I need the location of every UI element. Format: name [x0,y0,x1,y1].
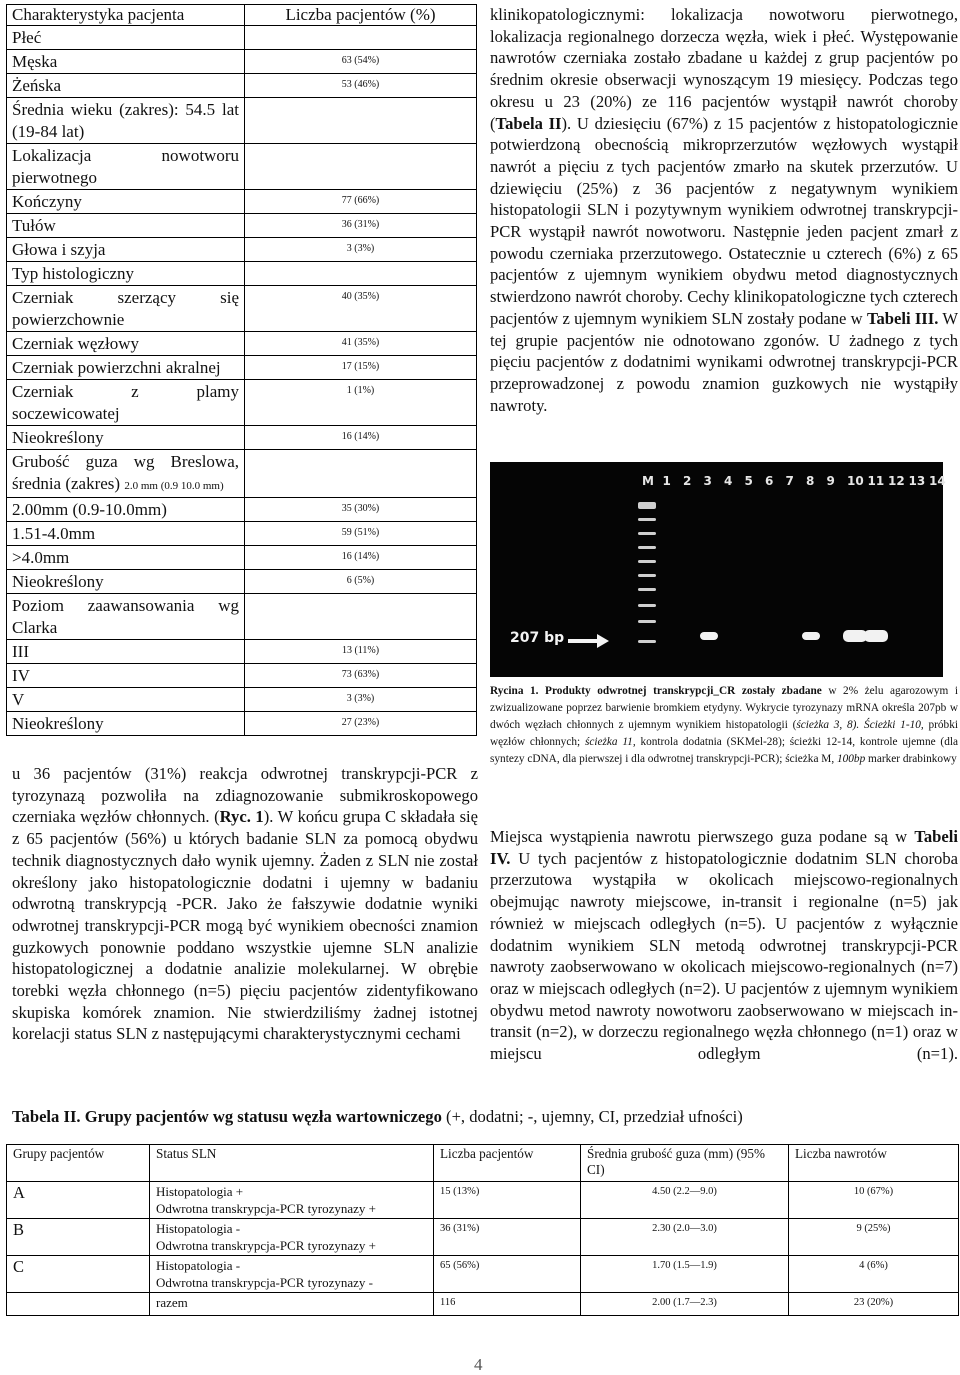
row-value: 59 (51%) [245,522,477,546]
table-header-row [7,5,477,26]
table-row [7,144,477,190]
row-value: 53 (46%) [245,74,477,98]
lane-label: 4 [724,474,733,488]
thickness-cell: 1.70 (1.5—1.9) [581,1256,789,1293]
thickness-cell: 2.30 (2.0—3.0) [581,1219,789,1256]
table-row [7,50,477,74]
thickness-cell: 4.50 (2.2—9.0) [581,1182,789,1219]
status-line: Histopatologia - [156,1221,241,1236]
row-label: Płeć [7,26,245,50]
text-segment: W tej grupie pacjentów nie odnotowano zgonów. U żadnego z tych pięciu pacjentów z dodatnimi wynikami odwrotnej transkrypcji-PCR przeprowadzonej z powodu znamion guzkowych nie wystąpiły nawroty. [490,308,958,415]
table-row [7,712,477,736]
row-value: 41 (35%) [245,332,477,356]
lane-label: 9 [826,474,835,488]
row-label: Nieokreślony [7,426,245,450]
row-label-small: 2.0 mm (0.9 10.0 mm) [124,480,224,492]
group-cell: A [7,1182,150,1219]
thickness-cell: 2.00 (1.7—2.3) [581,1293,789,1316]
row-value: 1 (1%) [245,380,477,426]
row-label: IV [7,664,245,688]
row-label-text: Grubość guza wg Breslowa, średnia (zakres) [12,452,239,493]
caption-text: kontrola dodatnia (SKMel-28); ścieżki 12-14, kontrole ujemne (dla syntezy cDNA, dla pierwszej i dla odwrotnej transkrypcji-PCR); ścieżka M, [490,736,958,765]
lane-label: 8 [806,474,815,488]
ladder-band [638,518,656,521]
lane-label: 7 [785,474,794,488]
page-number: 4 [474,1355,483,1374]
lane-label: 1 [662,474,671,488]
caption-label: Rycina 1. [490,685,539,697]
table-row [7,594,477,640]
text-segment: ). U dziesięciu (67%) z 15 pacjentów z histopatologicznie potwierdzoną obecnością mikroprzerzutów węzłowych wystąpił nawrót a pięciu z tych pacjentów zmarło na skutek przerzutów. U dziewięciu (25%) z 36 pacjentów z negatywnym wynikiem histopatologii SLN i pozytywnym wynikiem odwrotnej transkrypcji-PCR wystąpił nawrót nowotworu. Następnie jeden pacjent zmarł z powodu czerniaka przerzutowego. Ostatecznie u czterech (6%) z 65 pacjentów z ujemnym wynikiem obydwu metod diagnostycznych stwierdzono nawrót choroby. Cechy klinikopatologiczne tych czterech pacjentów z ujemnym wynikiem SLN zostały podane w [490,113,959,328]
patients-cell: 65 (56%) [434,1256,581,1293]
row-value: 73 (63%) [245,664,477,688]
patient-characteristics-table [6,4,477,736]
row-label: Nieokreślony [7,712,245,736]
header-patient-count: Liczba pacjentów [434,1145,581,1182]
table-row [7,286,477,332]
caption-title: Produkty odwrotnej transkrypcji_CR zostały zbadane [538,685,822,697]
lane-label: 10 [847,474,864,488]
caption-text: marker drabinkowy [865,753,957,765]
recurrences-cell: 23 (20%) [789,1293,959,1316]
body-paragraph-left [12,763,478,1045]
row-label: Czerniak węzłowy [7,332,245,356]
band-size-label: 207 bp [510,630,565,646]
row-value: 3 (3%) [245,238,477,262]
table2-title-bold: Tabela II. Grupy pacjentów wg statusu węzła wartowniczego [12,1107,442,1126]
row-value [245,262,477,286]
row-value [245,450,477,498]
status-line: Histopatologia + [156,1184,244,1199]
ladder-band [638,588,656,591]
status-cell [150,1256,434,1293]
table-row [7,262,477,286]
ladder-band [638,560,656,563]
table-row [7,1219,959,1256]
row-label: Poziom zaawansowania wg Clarka [7,594,245,640]
table-row [7,426,477,450]
row-value: 13 (11%) [245,640,477,664]
row-label: >4.0mm [7,546,245,570]
table-row [7,26,477,50]
row-label: Żeńska [7,74,245,98]
lane-label: 6 [765,474,774,488]
band-207bp [700,632,718,640]
row-value [245,144,477,190]
caption-italic: 100bp [836,753,866,765]
table-row [7,546,477,570]
caption-italic: ścieżka 3, 8). [796,719,860,731]
status-line: Odwrotna transkrypcja-PCR tyrozynazy + [156,1238,376,1253]
header-mean-thickness: Średnia grubość guza (mm) (95% CI) [581,1145,789,1182]
row-value: 63 (54%) [245,50,477,74]
lane-label: 3 [703,474,712,488]
row-value [245,98,477,144]
caption-text: w 2% żelu agarozowym i zwizualizowane poprzez barwienie bromkiem etydyny. Wykrycie tyrozynazy mRNA określa 207pb w dwóch węzłach chłonnych z ujemnym wynikiem histopatologii ( [490,685,959,731]
row-value: 77 (66%) [245,190,477,214]
row-label: Czerniak powierzchni akralnej [7,356,245,380]
ladder-band [638,604,656,607]
row-label: Lokalizacja nowotworu pierwotnego [7,144,245,190]
caption-text: próbki węzłów chłonnych; [490,719,958,748]
lane-label: 13 [908,474,926,488]
row-value: 3 (3%) [245,688,477,712]
band-207bp [864,630,888,642]
table-reference: Tabela II [495,113,562,133]
table-row [7,238,477,262]
table-reference: Tabeli III. [866,308,939,328]
table-row [7,332,477,356]
row-value: 40 (35%) [245,286,477,332]
table-row [7,356,477,380]
row-label: Kończyny [7,190,245,214]
status-cell [150,1219,434,1256]
arrow-icon [568,639,600,643]
table-row [7,1256,959,1293]
text-segment: u 36 pacjentów (31%) reakcja odwrotnej transkrypcji-PCR z tyrozynazą pozwoliła na zdiagnozowanie submikroskopowego czerniaka węzłów chłonnych. ( [12,764,478,827]
row-value: 16 (14%) [245,426,477,450]
lane-label: 5 [744,474,753,488]
figure-reference: Ryc. 1 [219,807,264,827]
row-label: Czerniak z plamy soczewicowatej [7,380,245,426]
ladder-band [638,546,656,549]
ladder-band [638,574,656,577]
lane-label: M [642,474,654,488]
row-label: V [7,688,245,712]
table-row [7,450,477,498]
table-row [7,498,477,522]
status-line: Odwrotna transkrypcja-PCR tyrozynazy - [156,1275,373,1290]
lane-label: 11 [867,474,885,488]
table-row [7,1182,959,1219]
patients-cell: 36 (31%) [434,1219,581,1256]
body-paragraph-right-top [490,4,958,416]
status-line: Odwrotna transkrypcja-PCR tyrozynazy + [156,1201,376,1216]
table-row [7,688,477,712]
sln-status-table [6,1144,959,1316]
group-cell: B [7,1219,150,1256]
ladder-band [638,640,656,643]
recurrences-cell: 9 (25%) [789,1219,959,1256]
table-row [7,380,477,426]
table-row [7,190,477,214]
text-segment: klinikopatologicznymi: lokalizacja nowotworu pierwotnego, lokalizacja regionalnego dorzecza węzła, wiek i płeć. Występowanie nawrotów czerniaka zostało zbadane u każdej z grup pacjentów po średnim okresie obserwacji wynoszącym 19 miesięcy. Podczas tego okresu u 23 (20%) ze 116 pacjentów wystąpił nawrót choroby ( [490,5,958,133]
header-recurrences: Liczba nawrotów [789,1145,959,1182]
table-row [7,640,477,664]
figure-caption [490,683,958,768]
table-row [7,522,477,546]
table-row [7,74,477,98]
lane-label: 2 [683,474,692,488]
row-value: 6 (5%) [245,570,477,594]
caption-italic: ścieżka 11, [584,736,636,748]
table-row [7,570,477,594]
text-segment: Miejsca wystąpienia nawrotu pierwszego guza podane są w [490,827,915,846]
row-value [245,594,477,640]
lane-label: 14 [929,474,946,488]
row-value: 17 (15%) [245,356,477,380]
band-207bp [802,632,820,640]
gel-electrophoresis-figure [490,462,946,677]
text-segment: U tych pacjentów z histopatologicznie dodatnim SLN choroba przerzutowa wystąpiła w okolicach miejscowo-regionalnych obejmując nawroty miejscowe, in-transit i regionalne (n=5) jak również w miejscach odległych (n=5). U pacjentów z wyłącznie dodatnim wynikiem SLN metodą odwrotnej transkrypcji-PCR nawroty zaobserwowano w okolicach miejscowo-regionalnych (n=7) oraz w miejscach odległych (n=2). U pacjentów z ujemnym wynikiem obydwu metod nawroty nowotworu zaobserwowano w miejscach in-transit (n=2), w dorzeczu regionalnego węzła chłonnego (n=1) oraz w miejscu odległym (n=1). [490,848,958,1064]
row-label: 2.00mm (0.9-10.0mm) [7,498,245,522]
recurrences-cell: 4 (6%) [789,1256,959,1293]
row-label: Tułów [7,214,245,238]
row-label: Czerniak szerzący się powierzchownie [7,286,245,332]
row-label: Średnia wieku (zakres): 54.5 lat (19-84 lat) [7,98,245,144]
row-label: Nieokreślony [7,570,245,594]
table2-title [12,1106,743,1128]
header-sln-status: Status SLN [150,1145,434,1182]
group-cell: C [7,1256,150,1293]
row-value: 16 (14%) [245,546,477,570]
row-label: 1.51-4.0mm [7,522,245,546]
table2-title-rest: (+, dodatni; -, ujemny, CI, przedział ufności) [441,1107,743,1126]
group-cell [7,1293,150,1316]
ladder-band [638,532,656,535]
row-label: Męska [7,50,245,74]
body-paragraph-right-bottom [490,826,958,1065]
ladder-band [638,502,656,509]
table-row [7,98,477,144]
row-label [7,450,245,498]
header-characteristic: Charakterystyka pacjenta [7,5,245,26]
patients-cell: 15 (13%) [434,1182,581,1219]
arrow-head-icon [597,634,609,648]
table-header-row [7,1145,959,1182]
status-line: Histopatologia - [156,1258,241,1273]
text-segment: ). W końcu grupa C składała się z 65 pacjentów (56%) u których badanie SLN za pomocą obydwu technik diagnostycznych dało wynik ujemny. Żaden z SLN nie został określony jako histopatologicznie dodatni i ujemny w badaniu odwrotną transkrypcją -PCR. Jako że fałszywie dodatnie wyniki odwrotnej transkrypcji-PCR mogą być wynikiem obecności znamion guzkowych ponownie poddano wszystkie ujemne SLN analizie histopatologicznej a dodatnie analizie molekularnej. W obrębie torebki węzła chłonnego (n=5) pięciu pacjentów zidentyfikowano skupiska komórek znamion. Nie stwierdziliśmy żadnej istotnej korelacji status SLN z następującymi charakterystycznymi cechami [12,807,479,1044]
total-row [7,1293,959,1316]
table-row [7,214,477,238]
row-label: Głowa i szyja [7,238,245,262]
row-value: 35 (30%) [245,498,477,522]
row-label: Typ histologiczny [7,262,245,286]
header-groups: Grupy pacjentów [7,1145,150,1182]
lane-label: 12 [888,474,905,488]
caption-italic: Ścieżki 1-10, [864,719,924,731]
row-value: 36 (31%) [245,214,477,238]
recurrences-cell: 10 (67%) [789,1182,959,1219]
patients-cell: 116 [434,1293,581,1316]
ladder-band [638,620,656,623]
row-value [245,26,477,50]
table-row [7,664,477,688]
table-reference: Tabeli IV. [490,827,958,868]
status-cell: razem [150,1293,434,1316]
header-patient-count: Liczba pacjentów (%) [245,5,477,26]
row-label: III [7,640,245,664]
status-cell [150,1182,434,1219]
row-value: 27 (23%) [245,712,477,736]
